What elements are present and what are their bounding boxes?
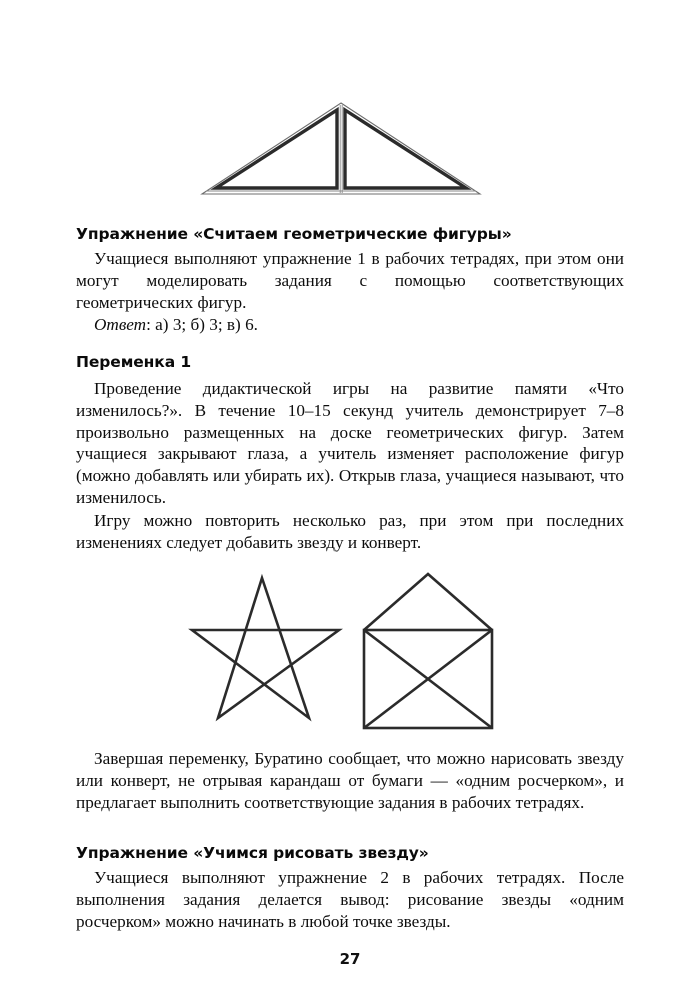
heading-exercise-2: Упражнение «Учимся рисовать звезду» (76, 844, 429, 862)
answer-values: : а) 3; б) 3; в) 6. (146, 315, 258, 334)
paragraph-answer (76, 314, 624, 336)
paragraph-closing: Завершая переменку, Буратино сообщает, что можно нарисовать звезду или конверт, не отрывая карандаш от бумаги — «одним росчерком», и предлагает выполнить соответствующие задания в рабочих тетрадях. (76, 749, 624, 812)
envelope-figure (356, 566, 504, 732)
heading-break-1: Переменка 1 (76, 353, 192, 371)
paragraph-break-1: Проведение дидактической игры на развитие памяти «Что изменилось?». В течение 10–15 секунд учитель демонстрирует 7–8 произвольно размещенных на доске геометрических фигур. Затем учащиеся закрывают глаза, а учитель изменяет расположение фигур (можно добавлять или убирать их). Открыв глаза, учащиеся называют, что изменилось. (76, 379, 624, 507)
answer-label: Ответ (94, 315, 147, 334)
pentagram-path (192, 578, 339, 718)
page-number: 27 (339, 950, 361, 968)
star-figure (182, 566, 354, 732)
triangle-figure (190, 98, 490, 202)
paragraph-exercise-2: Учащиеся выполняют упражнение 2 в рабочих тетрадях. После выполнения задания делается вывод: рисование звезды «одним росчерком» можно начинать в любой точке звезды. (76, 868, 624, 931)
triangle-left-inner (216, 110, 337, 188)
envelope-flap (364, 574, 492, 630)
paragraph-exercise-1: Учащиеся выполняют упражнение 1 в рабочих тетрадях, при этом они могут моделировать задания с помощью соответствующих геометрических фигур. (76, 249, 624, 312)
triangle-outer-outline (202, 103, 480, 194)
heading-exercise-1: Упражнение «Считаем геометрические фигуры» (76, 225, 512, 243)
paragraph-break-2: Игру можно повторить несколько раз, при этом при последних изменениях следует добавить звезду и конверт. (76, 511, 624, 552)
triangle-right-inner (345, 110, 466, 188)
